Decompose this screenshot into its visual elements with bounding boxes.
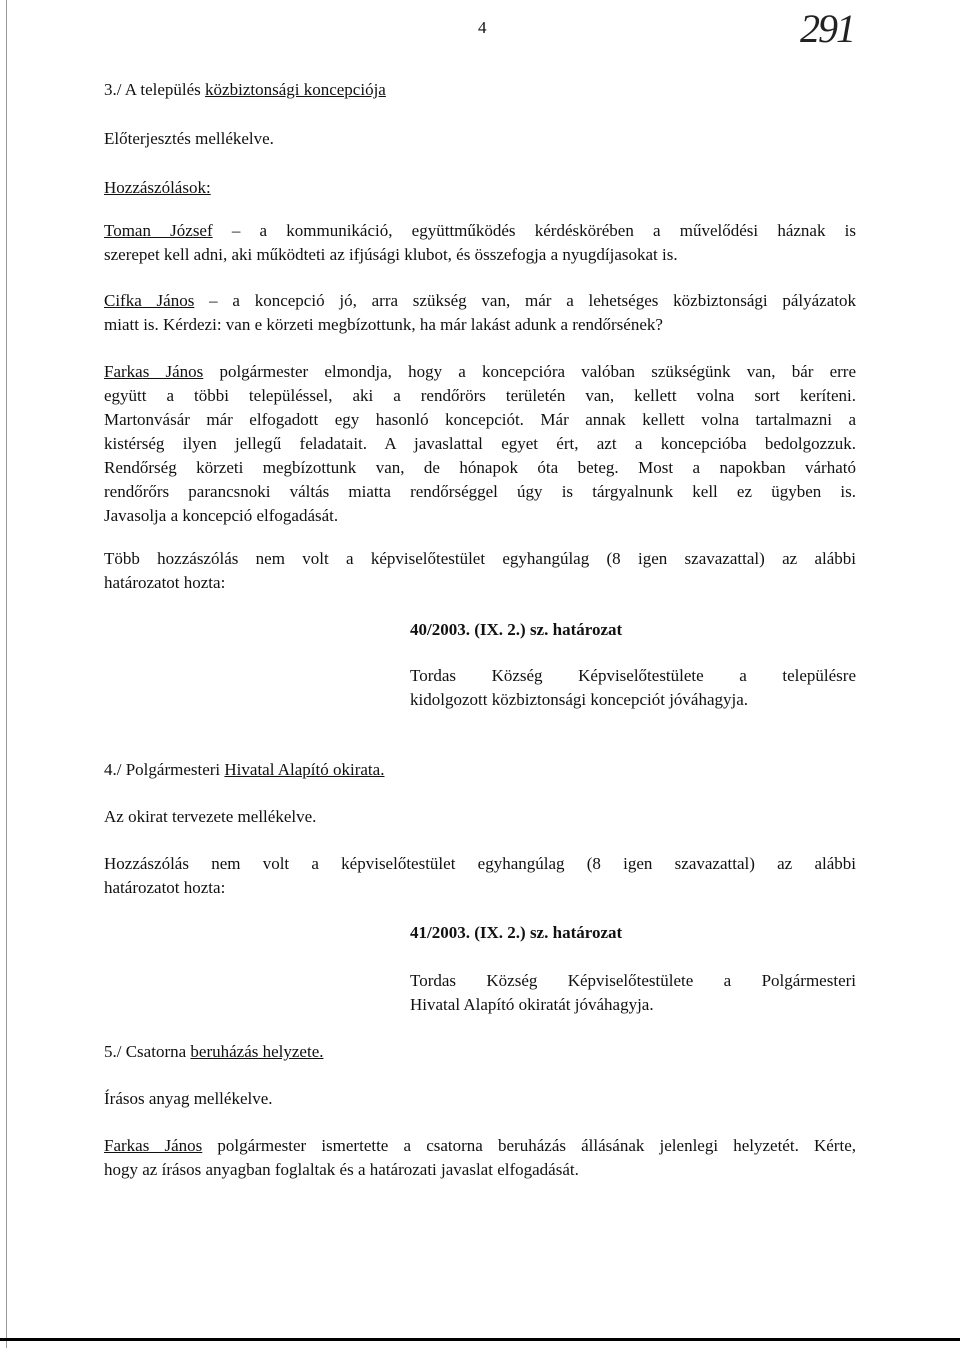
comment-farkas-line-7: Javasolja a koncepció elfogadását.: [104, 506, 339, 525]
vote-statement-3-line-1: Több hozzászólás nem volt a képviselőtestület egyhangúlag (8 igen szavazattal) az alábbi: [104, 549, 856, 568]
section-5-title: 5./ Csatorna beruházás helyzete.: [104, 1042, 324, 1061]
resolution-41-text-line-1: Tordas Község Képviselőtestülete a Polgármesteri: [410, 971, 856, 990]
resolution-41-text-line-2: Hivatal Alapító okiratát jóváhagyja.: [410, 995, 654, 1014]
comments-heading: Hozzászólások:: [104, 178, 211, 197]
handwritten-page-mark: 291: [800, 6, 854, 51]
comment-cifka-line-1: Cifka János – a koncepció jó, arra szükség van, már a lehetséges közbiztonsági pályázatok: [104, 291, 856, 310]
comment-farkas-line-2: együtt a többi településsel, aki a rendőrörs területén van, kellett volna sort keríteni.: [104, 386, 856, 405]
section-3-attachment: Előterjesztés mellékelve.: [104, 129, 274, 148]
page-number: 4: [478, 18, 487, 37]
section-4-title: 4./ Polgármesteri Hivatal Alapító okirata.: [104, 760, 385, 779]
comment-farkas-line-1: Farkas János polgármester elmondja, hogy a koncepcióra valóban szükségünk van, bár erre: [104, 362, 856, 381]
section-5-attachment: Írásos anyag mellékelve.: [104, 1089, 273, 1108]
bottom-edge-rule: [0, 1338, 960, 1341]
section-3-title: 3./ A település közbiztonsági koncepciója: [104, 80, 386, 99]
comment-toman-line-1: Toman József – a kommunikáció, együttműködés kérdéskörében a művelődési háznak is: [104, 221, 856, 240]
comment-farkas-sewer-line-1: Farkas János polgármester ismertette a csatorna beruházás állásának jelenlegi helyzetét. Kérte,: [104, 1136, 856, 1155]
left-margin-line: [6, 0, 7, 1348]
comment-farkas-line-6: rendőrőrs parancsnoki váltás miatta rendőrséggel úgy is tárgyalnunk kell ez ügyben is.: [104, 482, 856, 501]
vote-statement-4-line-1: Hozzászólás nem volt a képviselőtestület egyhangúlag (8 igen szavazattal) az alábbi: [104, 854, 856, 873]
vote-statement-3-line-2: határozatot hozta:: [104, 573, 226, 592]
comment-farkas-line-5: Rendőrség körzeti megbízottunk van, de hónapok óta beteg. Most a napokban várható: [104, 458, 856, 477]
resolution-40-heading: 40/2003. (IX. 2.) sz. határozat: [410, 620, 623, 639]
comment-farkas-line-4: kistérség ilyen jellegű feladatait. A javaslattal egyet ért, azt a koncepcióba bedolgozzuk.: [104, 434, 856, 453]
comment-toman-line-2: szerepet kell adni, aki működteti az ifjúsági klubot, és összefogja a nyugdíjasokat is.: [104, 245, 678, 264]
vote-statement-4-line-2: határozatot hozta:: [104, 878, 226, 897]
comment-cifka-line-2: miatt is. Kérdezi: van e körzeti megbízottunk, ha már lakást adunk a rendőrsének?: [104, 315, 663, 334]
comment-farkas-line-3: Martonvásár már elfogadott egy hasonló koncepciót. Már annak kellett volna tartalmazni a: [104, 410, 856, 429]
section-4-attachment: Az okirat tervezete mellékelve.: [104, 807, 317, 826]
resolution-40-text-line-1: Tordas Község Képviselőtestülete a településre: [410, 666, 856, 685]
resolution-41-heading: 41/2003. (IX. 2.) sz. határozat: [410, 923, 623, 942]
comment-farkas-sewer-line-2: hogy az írásos anyagban foglaltak és a határozati javaslat elfogadását.: [104, 1160, 579, 1179]
resolution-40-text-line-2: kidolgozott közbiztonsági koncepciót jóváhagyja.: [410, 690, 749, 709]
